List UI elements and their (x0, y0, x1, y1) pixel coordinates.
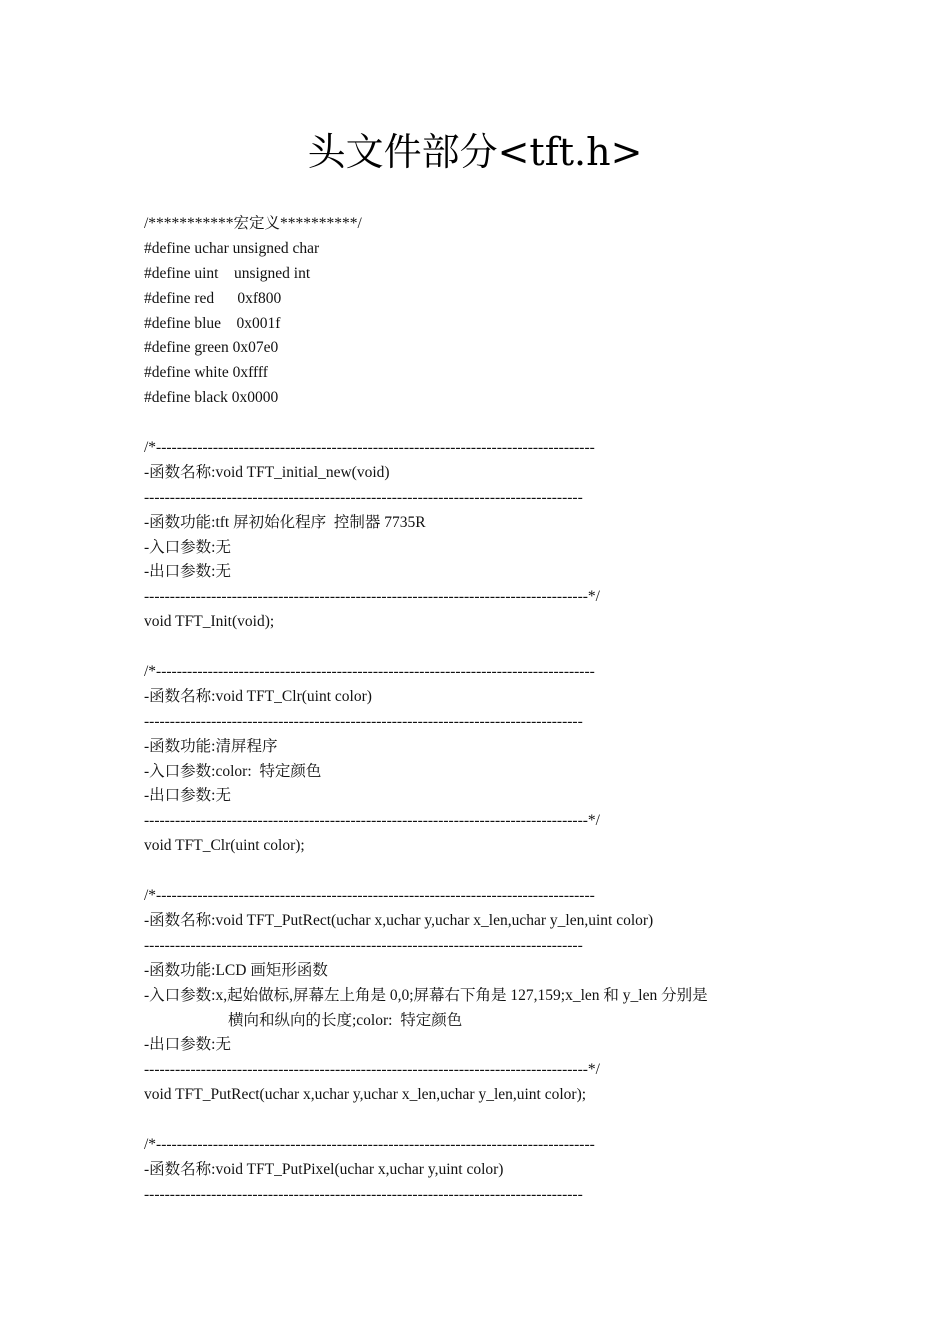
code-line: /***********宏定义**********/ (144, 215, 362, 232)
code-line: -函数名称:void TFT_Clr(uint color) (144, 687, 372, 705)
code-line: -入口参数:color: 特定颜色 (144, 762, 322, 780)
blank-line (144, 635, 844, 660)
code-line: -函数名称:void TFT_PutPixel(uchar x,uchar y,uint color) (144, 1160, 504, 1178)
code-line: ------------------------------------------------------------------------------------- (144, 936, 583, 954)
code-line: #define green 0x07e0 (144, 339, 279, 357)
code-line: /*------------------------------------------------------------------------------------- (144, 663, 595, 681)
code-line: -出口参数:无 (144, 563, 231, 581)
code-line: ------------------------------------------------------------------------------------- (144, 712, 583, 730)
code-line: /*------------------------------------------------------------------------------------- (144, 439, 595, 457)
blank-line (144, 411, 844, 436)
code-line: /*------------------------------------------------------------------------------------- (144, 1135, 595, 1153)
code-line: #define uint unsigned int (144, 264, 311, 282)
code-line: #define uchar unsigned char (144, 239, 320, 257)
code-line: -函数功能:tft 屏初始化程序 控制器 7735R (144, 513, 426, 531)
code-line: #define white 0xffff (144, 364, 268, 382)
page-title: 头文件部分<tft.h> (307, 130, 643, 174)
code-line: --------------------------------------------------------------------------------------*/ (144, 1061, 600, 1079)
code-line: -函数名称:void TFT_PutRect(uchar x,uchar y,uchar x_len,uchar y_len,uint color) (144, 911, 654, 929)
code-line: #define black 0x0000 (144, 389, 279, 407)
code-line: -函数名称:void TFT_initial_new(void) (144, 463, 390, 481)
code-line: -函数功能:清屏程序 (144, 737, 278, 755)
code-line: #define blue 0x001f (144, 314, 281, 332)
code-line: void TFT_PutRect(uchar x,uchar y,uchar x_len,uchar y_len,uint color); (144, 1086, 587, 1104)
code-line: #define red 0xf800 (144, 289, 282, 307)
code-block (144, 212, 844, 1208)
code-line: ------------------------------------------------------------------------------------- (144, 488, 583, 506)
blank-line (144, 1108, 844, 1133)
code-line: --------------------------------------------------------------------------------------*/ (144, 812, 600, 830)
code-line: void TFT_Clr(uint color); (144, 837, 305, 855)
code-line: void TFT_Init(void); (144, 613, 275, 631)
code-line: -入口参数:无 (144, 538, 231, 556)
code-line: -入口参数:x,起始做标,屏幕左上角是 0,0;屏幕右下角是 127,159;x_len 和 y_len 分别是 (144, 986, 708, 1004)
blank-line (144, 859, 844, 884)
code-line: -函数功能:LCD 画矩形函数 (144, 961, 328, 979)
code-line: -出口参数:无 (144, 787, 231, 805)
code-line: --------------------------------------------------------------------------------------*/ (144, 588, 600, 606)
code-line: -出口参数:无 (144, 1036, 231, 1054)
code-line: ------------------------------------------------------------------------------------- (144, 1185, 583, 1203)
code-line: /*------------------------------------------------------------------------------------- (144, 887, 595, 905)
code-line: 横向和纵向的长度;color: 特定颜色 (228, 1011, 463, 1029)
